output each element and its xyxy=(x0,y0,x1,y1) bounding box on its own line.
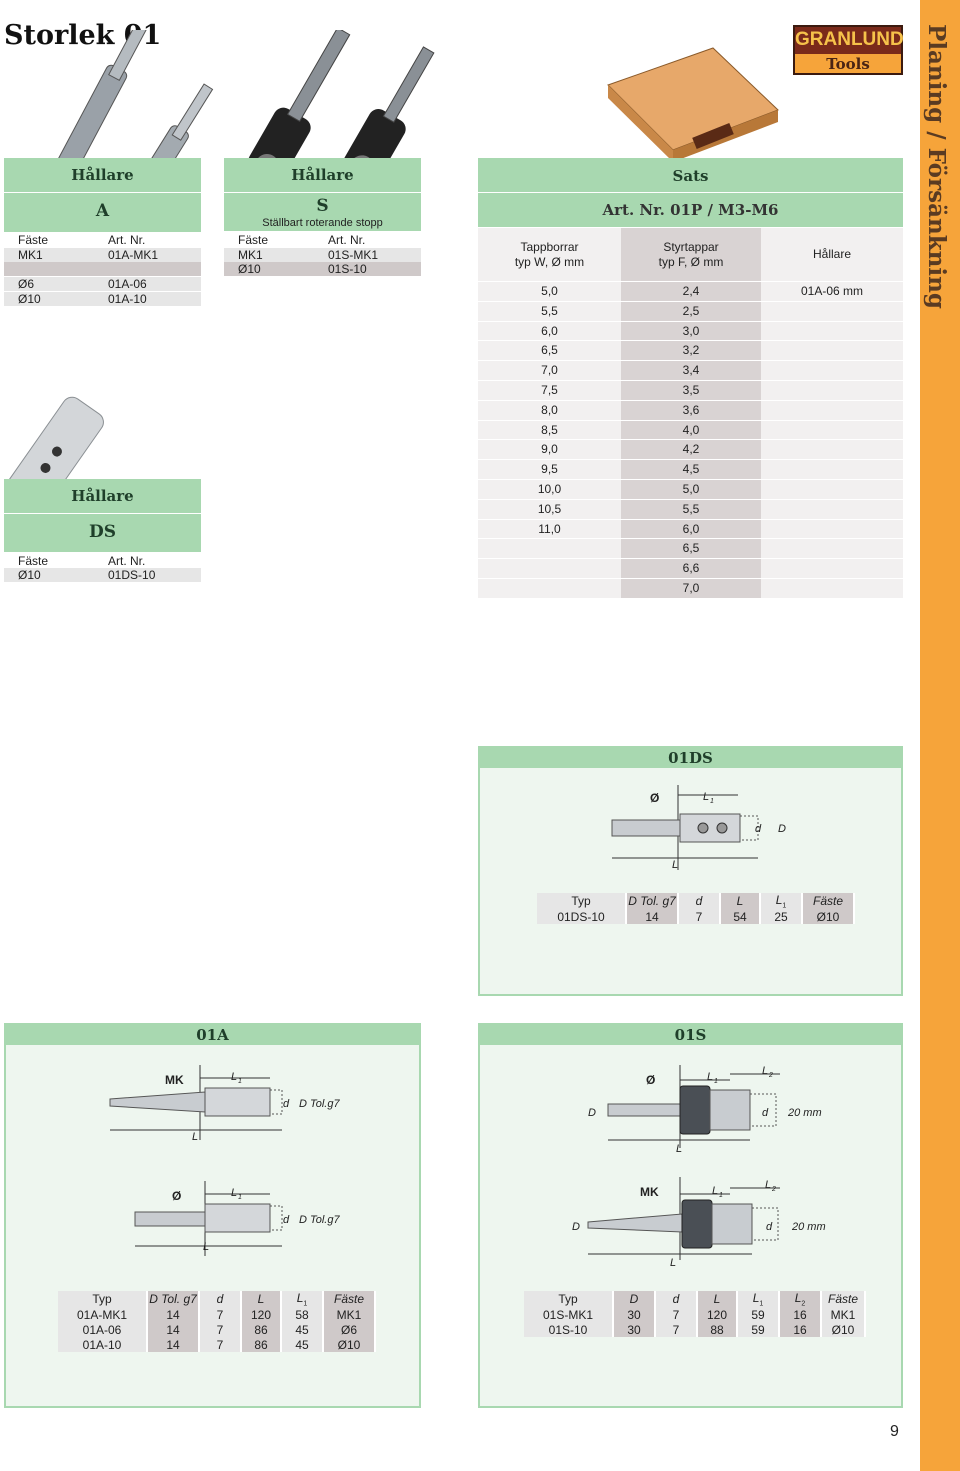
sats-styr-cell: 6,6 xyxy=(682,561,700,576)
sats-row-divider xyxy=(478,281,903,282)
table-header-row: Typ D Tol. g7 d L $L_1$ Fäste xyxy=(58,1291,375,1307)
page-title: Storlek 01 xyxy=(4,20,162,51)
sats-tap-cell: 7,0 xyxy=(541,363,558,378)
diagram-01s-cyl xyxy=(580,1060,850,1160)
sats-styr-cell: 7,0 xyxy=(682,581,700,595)
table-01s xyxy=(524,1291,866,1337)
svg-text:1: 1 xyxy=(710,798,714,805)
sats-styr-cell: 3,5 xyxy=(682,383,700,397)
table-row: Ø10 01DS-10 xyxy=(4,568,201,582)
svg-text:20 mm: 20 mm xyxy=(792,1221,826,1233)
table-row: MK1 01A-MK1 xyxy=(4,248,201,262)
diagram-01ds xyxy=(600,780,820,880)
holder-ds-model: DS xyxy=(4,513,201,552)
table-row: 01A-06 14 7 86 45 Ø6 xyxy=(58,1322,375,1337)
brand-name: GRANLUND xyxy=(795,29,904,50)
sats-styr-cell: 5,0 xyxy=(682,482,700,496)
sats-row-divider xyxy=(478,578,903,579)
sats-tap-cell: 10,0 xyxy=(537,482,562,496)
kit-box-image xyxy=(598,40,783,165)
sats-row-divider xyxy=(478,380,903,381)
svg-text:d: d xyxy=(283,1214,290,1226)
svg-text:MK: MK xyxy=(165,1073,184,1087)
sats-holder-value: 01A-06 mm xyxy=(800,284,864,298)
svg-text:2: 2 xyxy=(769,1072,773,1079)
svg-text:L: L xyxy=(672,859,679,871)
svg-text:1: 1 xyxy=(238,1194,242,1201)
svg-text:20 mm: 20 mm xyxy=(788,1107,822,1119)
table-row xyxy=(4,262,201,276)
svg-text:L: L xyxy=(676,1143,683,1155)
svg-text:Ø: Ø xyxy=(650,791,660,805)
table-row: Ø6 01A-06 xyxy=(4,277,201,291)
svg-text:d: d xyxy=(755,823,762,835)
sats-styr-cell: 3,0 xyxy=(682,323,700,338)
table-row: 01DS-10 14 7 54 25 Ø10 xyxy=(537,909,854,924)
table-row: MK1 01S-MK1 xyxy=(224,248,421,262)
diagram-01a-cyl xyxy=(100,1176,360,1266)
svg-text:d: d xyxy=(283,1098,290,1110)
svg-text:2: 2 xyxy=(772,1186,776,1193)
brand-sub: Tools xyxy=(826,55,870,73)
col-artnr: Art. Nr. xyxy=(108,233,146,247)
sats-tap-cell: 5,0 xyxy=(541,284,558,298)
holder-a-model: A xyxy=(4,192,201,232)
sats-styr-cell: 6,0 xyxy=(682,521,700,536)
sats-tap-cell: 9,5 xyxy=(541,462,558,477)
svg-text:L: L xyxy=(231,1187,238,1199)
sats-styr-cell: 4,5 xyxy=(682,462,700,477)
sats-styr-cell: 4,2 xyxy=(682,442,700,457)
sats-col-styr: Styrtappar typ F, Ø mm xyxy=(658,240,724,269)
sats-styr-cell: 3,4 xyxy=(682,363,700,378)
sats-row-divider xyxy=(478,301,903,302)
sats-tap-cell: 11,0 xyxy=(538,521,561,536)
svg-text:Ø: Ø xyxy=(172,1189,182,1203)
sats-row-divider xyxy=(478,321,903,322)
holder-a-heading: Hållare xyxy=(4,158,201,192)
sats-row-divider xyxy=(478,499,903,500)
side-tab-label: Planing / Försänkning xyxy=(923,24,950,309)
table-header-row: Typ D Tol. g7 d L $L_1$ Fäste xyxy=(537,893,854,909)
sats-row-divider xyxy=(478,360,903,361)
sats-art: Art. Nr. 01P / M3-M6 xyxy=(478,193,903,227)
sats-tap-cell: 8,5 xyxy=(541,422,558,437)
svg-text:L: L xyxy=(192,1131,199,1143)
sats-row-divider xyxy=(478,558,903,559)
sats-tap-cell: 7,5 xyxy=(541,383,558,397)
table-header-row: Typ D d L $L_1$ $L_2$ Fäste xyxy=(524,1291,865,1307)
svg-text:1: 1 xyxy=(719,1192,723,1199)
svg-text:L: L xyxy=(707,1071,714,1083)
svg-text:1: 1 xyxy=(238,1078,242,1085)
svg-text:D: D xyxy=(778,823,786,835)
table-row: 01S-MK1 30 7 120 59 16 MK1 xyxy=(524,1307,865,1322)
sats-row-divider xyxy=(478,519,903,520)
sats-styr-cell: 4,0 xyxy=(682,422,700,437)
sats-row-divider xyxy=(478,479,903,480)
svg-text:D Tol.g7: D Tol.g7 xyxy=(299,1098,340,1110)
holder-ds-heading: Hållare xyxy=(4,479,201,513)
table-row: 01A-10 14 7 86 45 Ø10 xyxy=(58,1337,375,1352)
sats-tap-cell: 10,5 xyxy=(537,501,562,516)
svg-text:1: 1 xyxy=(714,1078,718,1085)
sats-styr-cell: 2,5 xyxy=(682,303,700,318)
sats-row-divider xyxy=(478,538,903,539)
holder-s-heading: Hållare xyxy=(224,158,421,192)
sats-heading: Sats xyxy=(478,158,903,192)
sats-styr-cell: 5,5 xyxy=(682,501,700,516)
svg-text:L: L xyxy=(231,1071,238,1083)
sats-row-divider xyxy=(478,439,903,440)
sats-tap-cell: 9,0 xyxy=(541,442,558,457)
panel-01s-title: 01S xyxy=(478,1023,903,1045)
svg-text:D Tol.g7: D Tol.g7 xyxy=(299,1214,340,1226)
svg-text:L: L xyxy=(203,1241,210,1253)
svg-text:d: d xyxy=(762,1107,769,1119)
panel-01a-title: 01A xyxy=(4,1023,421,1045)
svg-text:L: L xyxy=(762,1065,769,1077)
sats-tap-cell: 5,5 xyxy=(541,303,558,318)
sats-styr-cell: 3,2 xyxy=(682,343,700,358)
sats-row-divider xyxy=(478,420,903,421)
svg-text:Ø: Ø xyxy=(646,1073,656,1087)
table-row: Ø10 01A-10 xyxy=(4,292,201,306)
svg-text:D: D xyxy=(572,1221,580,1233)
sats-tap-cell: 8,0 xyxy=(541,402,558,417)
svg-text:L: L xyxy=(703,791,710,803)
sats-col-hold: Hållare xyxy=(812,247,851,261)
table-row: 01S-10 30 7 88 59 16 Ø10 xyxy=(524,1322,865,1337)
diagram-01a-mk xyxy=(100,1060,360,1150)
svg-text:L: L xyxy=(765,1179,772,1191)
table-01a xyxy=(58,1291,376,1352)
sats-styr-cell: 2,4 xyxy=(682,284,700,298)
svg-text:d: d xyxy=(766,1221,773,1233)
sats-row-divider xyxy=(478,340,903,341)
brand-logo xyxy=(793,25,903,75)
holder-s-model: S xyxy=(224,192,421,217)
diagram-01s-mk xyxy=(570,1172,850,1272)
sats-tap-cell: 6,5 xyxy=(541,343,558,358)
sats-col-tap: Tappborrar typ W, Ø mm xyxy=(514,240,585,269)
sats-row-divider xyxy=(478,459,903,460)
table-row: Ø10 01S-10 xyxy=(224,262,421,276)
svg-text:L: L xyxy=(670,1257,677,1269)
table-row: 01A-MK1 14 7 120 58 MK1 xyxy=(58,1307,375,1322)
page-number: 9 xyxy=(890,1423,899,1440)
svg-text:L: L xyxy=(712,1185,719,1197)
sats-tap-cell: 6,0 xyxy=(541,323,558,338)
sats-row-divider xyxy=(478,400,903,401)
svg-text:MK: MK xyxy=(640,1185,659,1199)
col-faste: Fäste xyxy=(18,233,49,247)
sats-styr-cell: 3,6 xyxy=(682,402,700,417)
svg-text:D: D xyxy=(588,1107,596,1119)
sats-styr-cell: 6,5 xyxy=(682,541,700,556)
panel-01ds-title: 01DS xyxy=(478,746,903,768)
holder-s-note: Ställbart roterande stopp xyxy=(224,216,421,231)
table-01ds xyxy=(537,893,855,924)
